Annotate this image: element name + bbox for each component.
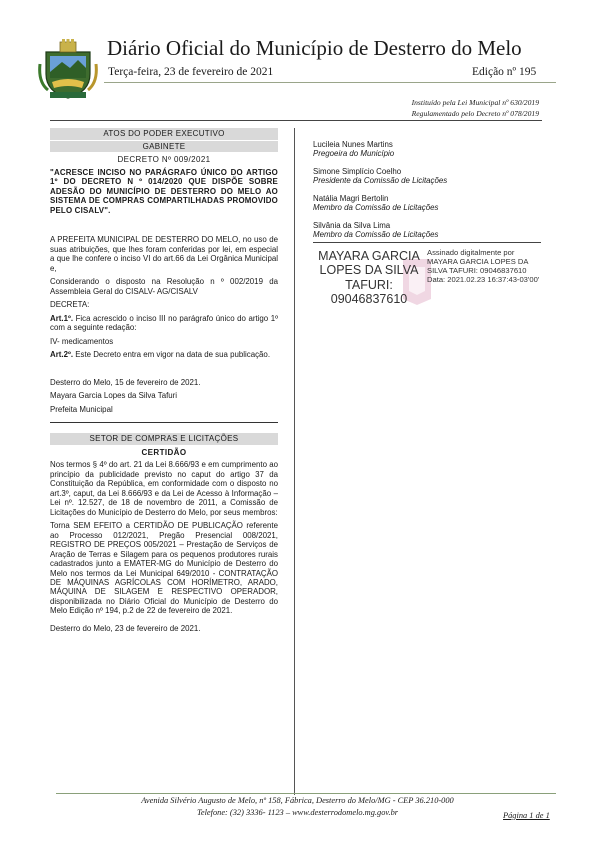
article-1-text: Fica acrescido o inciso III no parágrafo único do artigo 1º com a seguinte redação: [50, 313, 278, 333]
section-divider [50, 422, 278, 423]
decree-signer: Mayara Garcia Lopes da Silva Tafuri [50, 391, 178, 401]
article-2-text: Este Decreto entra em vigor na data de sua publicação. [73, 350, 271, 360]
section-subheader-gabinete: GABINETE [50, 141, 278, 153]
decree-ementa: "ACRESCE INCISO NO PARÁGRAFO ÚNICO DO ARTIGO 1º DO DECRETO N º 014/2020 QUE DISPÕE SOBRE ADESÃO DO MUNICÍPIO DE DESTERRO DO MELO AO SISTEMA DE COMPRAS COMPARTILHADAS PROMOVIDO PELO CISALV". [50, 167, 278, 215]
section-header-executive: ATOS DO PODER EXECUTIVO [50, 128, 278, 140]
article-1 [50, 314, 278, 333]
inciso-text: IV- medicamentos [50, 336, 114, 346]
footer-address: Avenida Silvério Augusto de Melo, nº 158, Fábrica, Desterro do Melo/MG - CEP 36.210-000 [141, 796, 454, 805]
header-divider [104, 82, 556, 83]
content-top-rule [50, 120, 542, 121]
member-name: Natália Magri Bertolin [313, 193, 389, 203]
article-1-label: Art.1º. [50, 313, 74, 323]
member-name: Silvânia da Silva Lima [313, 220, 391, 230]
article-2-label: Art.2º. [50, 350, 74, 360]
digital-signer-name: MAYARA GARCIA LOPES DA SILVA TAFURI: 09046837610 [318, 248, 420, 306]
page-number: Página 1 de 1 [503, 811, 550, 820]
municipal-crest-logo [38, 38, 98, 100]
law-line-2: Regulamentado pelo Decreto nº 078/2019 [411, 109, 539, 118]
footer-contact: Telefone: (32) 3336- 1123 – www.desterrodomelo.mg.gov.br [196, 808, 399, 817]
edition-number: Edição nº 195 [472, 66, 537, 78]
member-role: Presidente da Comissão de Licitações [313, 176, 448, 186]
paragraph-preamble: A PREFEITA MUNICIPAL DE DESTERRO DO MELO, no uso de suas atribuições, que lhes foram conferidas por lei, em especial a que lhe confere o inciso VI do art.66 da Lei Orgânica Municipal e, [50, 235, 278, 273]
paragraph-considering: Considerando o disposto na Resolução n º 002/2019 da Assembleia Geral do CISALV- AG/CISALV [50, 277, 278, 296]
member-role: Membro da Comissão de Licitações [313, 203, 439, 213]
column-divider [294, 128, 295, 795]
decree-signer-role: Prefeita Municipal [50, 404, 113, 414]
left-column [50, 128, 278, 637]
article-2 [50, 350, 278, 359]
certidao-date: Desterro do Melo, 23 de fevereiro de 2021. [50, 623, 201, 633]
paragraph-decreta: DECRETA: [50, 300, 90, 310]
member-role: Pregoeira do Município [313, 149, 395, 159]
law-line-1: Instituído pela Lei Municipal nº 630/2019 [411, 98, 539, 107]
page-title: Diário Oficial do Município de Desterro do Melo [107, 36, 522, 60]
digital-signature-block [313, 249, 541, 319]
footer-divider [56, 793, 556, 794]
right-column [313, 140, 541, 319]
section-header-compras: SETOR DE COMPRAS E LICITAÇÕES [50, 433, 278, 445]
member-name: Simone Simplício Coelho [313, 166, 402, 176]
certidao-paragraph-1: Nos termos § 4º do art. 21 da Lei 8.666/93 e em cumprimento ao princípio da publicidade previsto no caput do artigo 37 da Constituição da República, em conformidade com o disposto no art.3º, caput, da Lei 8.666/93 e da Lei de Acesso à Informação – Lei nº. 12.527, de 18 de novembro de 2011, a Comissão de Licitações do Município de Desterro do Melo, por seus membros: [50, 460, 278, 517]
certidao-heading: CERTIDÃO [141, 447, 187, 457]
publication-date: Terça-feira, 23 de fevereiro de 2021 [108, 66, 274, 78]
digital-signature-info: Assinado digitalmente por MAYARA GARCIA LOPES DA SILVA TAFURI: 09046837610 Data: 2021.02.23 16:37:43-03'00' [427, 247, 540, 284]
decree-place-date: Desterro do Melo, 15 de fevereiro de 2021. [50, 377, 201, 387]
member-name: Lucileia Nunes Martins [313, 140, 393, 149]
member-role: Membro da Comissão de Licitações [313, 230, 541, 242]
decree-number: DECRETO Nº 009/2021 [117, 155, 211, 165]
certidao-paragraph-2: Torna SEM EFEITO a CERTIDÃO DE PUBLICAÇÃO referente ao Processo 012/2021, Pregão Presencial 008/2021, REGISTRO DE PREÇOS 005/2021 – Prestação de Serviços de Aração de Terras e Silagem para os pequenos produtores rurais cadastrados junto a EMATER-MG do Município de Desterro do Melo nos termos da Lei Municipal 649/2010 - CONTRATAÇÃO DE MÁQUINAS AGRÍCOLAS COM HORÍMETRO, ARADO, MÁQUINA DE SILAGEM E RESPECTIVO OPERADOR, disponibilizada no Diário Oficial do Município de Desterro do Melo Edição nº 194, p.2 de 22 de fevereiro de 2021. [50, 521, 278, 616]
